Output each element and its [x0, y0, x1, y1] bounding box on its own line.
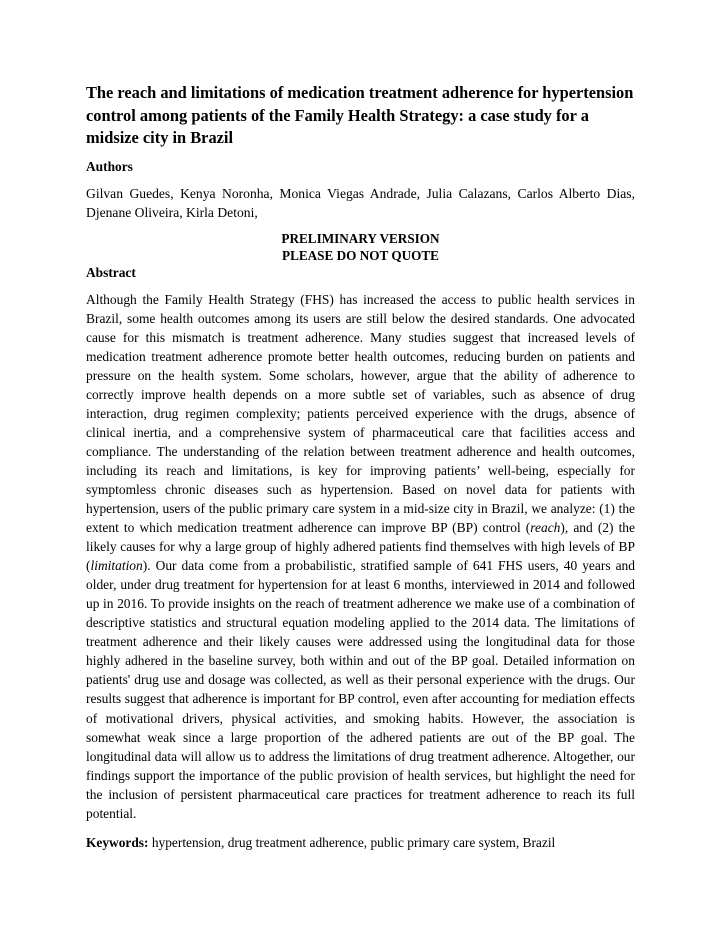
abstract-text-part2: ), and (2) the likely causes for why a large group of highly adhered patients find themselves with high levels of BP (: [86, 520, 635, 574]
authors-heading: Authors: [86, 158, 133, 174]
keywords-label: Keywords:: [86, 834, 149, 850]
do-not-quote-line: PLEASE DO NOT QUOTE: [282, 247, 439, 263]
author-list: Gilvan Guedes, Kenya Noronha, Monica Viegas Andrade, Julia Calazans, Carlos Alberto Dias, Djenane Oliveira, Kirla Detoni,: [86, 185, 635, 220]
keywords-list: hypertension, drug treatment adherence, public primary care system, Brazil: [148, 834, 556, 850]
abstract-text-part1: Although the Family Health Strategy (FHS) has increased the access to public health services in Brazil, some health outcomes among its users are still below the desired standards. One advocated cause for this mismatch is treatment adherence. Many studies suggest that increased levels of medication treatment adherence promote better health outcomes, reducing burden on patients and pressure on the health system. Some scholars, however, argue that the ability of adherence to correctly improve health depends on a more subtle set of variables, such as absence of drug interaction, drug regimen complexity; patients perceived experience with the drugs, absence of clinical inertia, and a comprehensive system of pharmaceutical care that facilities access and compliance. The understanding of the relation between treatment adherence and health outcomes, including its reach and limitations, is key for improving patients’ well-being, especially for symptomless chronic diseases such as hypertension. Based on novel data for patients with hypertension, users of the public primary care system in a mid-size city in Brazil, we analyze: (1) the extent to which medication treatment adherence can improve BP (BP) control (: [86, 291, 635, 536]
abstract-body: [86, 290, 635, 823]
preliminary-notice: [86, 230, 635, 264]
paper-page: [86, 82, 635, 852]
abstract-term-reach: reach: [530, 520, 561, 536]
preliminary-version-line: PRELIMINARY VERSION: [281, 230, 440, 246]
abstract-heading: Abstract: [86, 264, 136, 280]
paper-title: The reach and limitations of medication treatment adherence for hypertension control among patients of the Family Health Strategy: a case study for a midsize city in Brazil: [86, 83, 634, 147]
keywords-line: [86, 833, 635, 852]
abstract-text-part3: ). Our data come from a probabilistic, stratified sample of 641 FHS users, 40 years and older, under drug treatment for hypertension for at least 6 months, interviewed in 2014 and followed up in 2016. To provide insights on the reach of treatment adherence we make use of a combination of descriptive statistics and structural equation modeling applied to the 2014 data. The limitations of treatment adherence and their likely causes were addressed using the longitudinal data for those highly adhered in the baseline survey, both within and out of the BP goal. Detailed information on patients' drug use and dosage was collected, as well as their personal experience with the drugs. Our results suggest that adherence is important for BP control, even after accounting for mediation effects of motivational drivers, physical activities, and smoking habits. However, the association is somewhat weak since a large proportion of the adhered patients are out of the BP goal. The longitudinal data will allow us to address the limitations of drug treatment adherence. Altogether, our findings support the importance of the public provision of health services, but highlight the need for the inclusion of persistent pharmaceutical care practices for treatment adherence to reach its full potential.: [86, 558, 635, 821]
abstract-term-limitation: limitation: [90, 558, 143, 574]
